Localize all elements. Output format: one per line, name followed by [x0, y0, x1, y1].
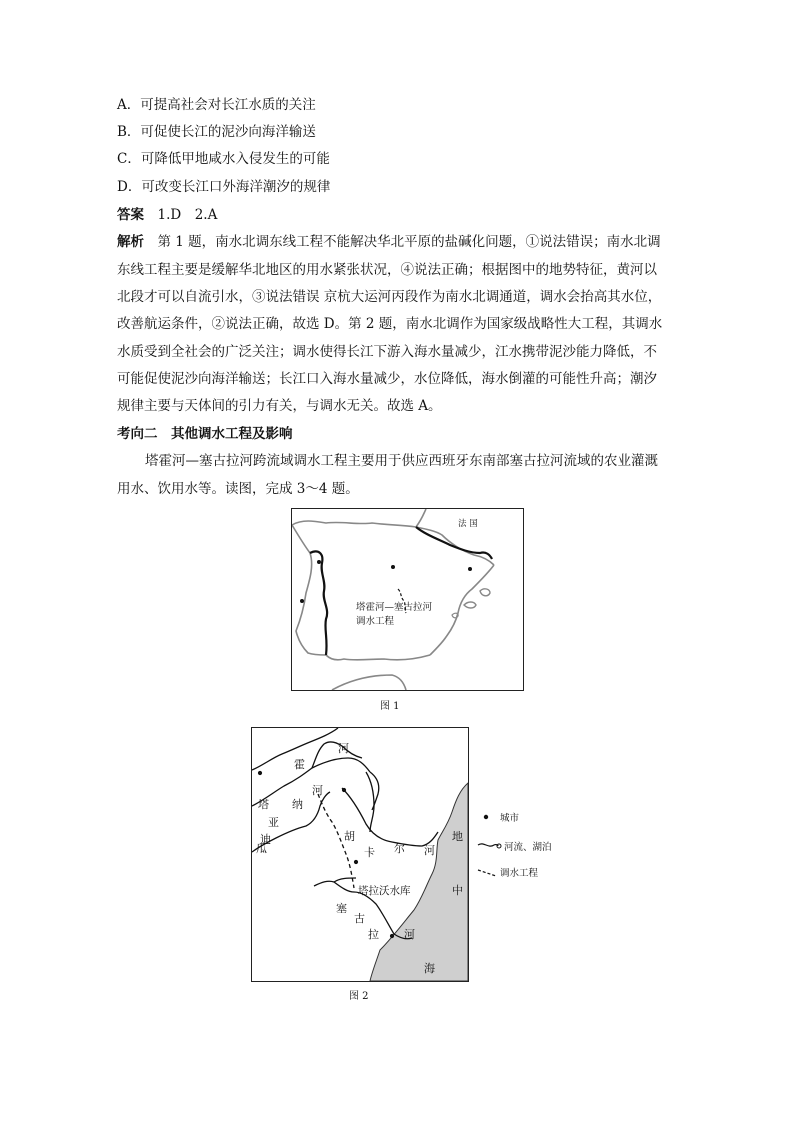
label-hai: 海: [424, 962, 435, 975]
label-ya: 亚: [268, 816, 279, 829]
figure1-map: [291, 508, 524, 691]
section-title: 其他调水工程及影响: [171, 426, 293, 442]
label-hu: 胡: [344, 830, 355, 843]
label-ka: 卡: [364, 846, 375, 859]
section-heading: [117, 425, 293, 443]
label-di: 迪: [260, 833, 271, 846]
legend-project-icon: [478, 870, 496, 876]
label-he3: 河: [424, 844, 435, 857]
city-dot: [391, 565, 395, 569]
label-reservoir: 塔拉沃水库: [358, 885, 411, 897]
label-he: 河: [338, 742, 349, 755]
legend-river-label: 河流、湖泊: [504, 842, 552, 853]
analysis-line: 水质受到全社会的广泛关注；调水使得长江下游入海水量减少，江水携带泥沙能力降低，不: [117, 344, 657, 360]
city-dot: [354, 860, 358, 864]
analysis-line: 改善航运条件，②说法正确，故选 D。第 2 题，南水北调作为国家级战略性大工程，其调水: [117, 316, 663, 332]
legend-river-icon: [478, 844, 498, 846]
city-dot: [300, 599, 304, 603]
option-b: B．可促使长江的泥沙向海洋输送: [117, 124, 316, 140]
analysis-line: 东线工程主要是缓解华北地区的用水紧张状况，④说法正确；根据图中的地势特征，黄河以: [117, 262, 657, 278]
option-c: C．可降低甲地咸水入侵发生的可能: [117, 151, 330, 167]
analysis-line: 第 1 题，南水北调东线工程不能解决华北平原的盐碱化问题，①说法错误；南水北调: [157, 234, 661, 250]
city-dot: [390, 934, 394, 938]
france-coast: [416, 509, 426, 527]
legend-project-label: 调水工程: [500, 868, 539, 879]
label-di2: 地: [452, 830, 463, 843]
figure2-caption: 图 2: [349, 991, 369, 1002]
city-dot: [342, 788, 346, 792]
label-la: 拉: [368, 928, 379, 941]
answer-text: 1.D 2.A: [157, 207, 218, 223]
analysis-label: 解析: [117, 234, 144, 250]
analysis-row-1: [117, 233, 661, 251]
label-sai: 塞: [336, 902, 347, 915]
spain-france-border: [416, 527, 492, 559]
france-label: 法 国: [458, 519, 478, 529]
intro-line-2: 用水、饮用水等。读图，完成 3～4 题。: [117, 481, 359, 497]
detail-map-svg: [252, 728, 468, 981]
label-ta: 塔: [258, 798, 269, 811]
answer-label: 答案: [117, 207, 144, 223]
city-dot: [317, 560, 321, 564]
city-dot: [258, 771, 262, 775]
project-label-1: 塔霍河—塞古拉河: [356, 602, 433, 613]
river-tajo: [252, 758, 370, 806]
section-label: 考向二: [117, 426, 158, 442]
project-label-2: 调水工程: [356, 616, 395, 627]
label-he4: 河: [404, 928, 415, 941]
balearic-island: [480, 589, 490, 596]
analysis-line: 规律主要与天体间的引力有关，与调水无关。故选 A。: [117, 398, 442, 414]
africa-coast: [332, 675, 406, 690]
city-dot: [468, 567, 472, 571]
option-d: D．可改变长江口外海洋潮汐的规律: [117, 179, 331, 195]
legend-city-label: 城市: [500, 813, 520, 824]
label-na: 纳: [292, 798, 303, 811]
label-er: 尔: [394, 842, 405, 855]
label-gu: 古: [354, 912, 365, 925]
analysis-line: 可能促使泥沙向海洋输送；长江口入海水量减少，水位降低，海水倒灌的可能性升高；潮汐: [117, 371, 657, 387]
balearic-island: [464, 602, 476, 608]
label-zhong: 中: [452, 884, 463, 897]
south-coastline: [326, 655, 430, 660]
intro-line-1: 塔霍河—塞古拉河跨流域调水工程主要用于供应西班牙东南部塞古拉河流域的农业灌溉: [145, 453, 658, 469]
label-huo: 霍: [294, 758, 305, 771]
figure2-map: [251, 727, 469, 982]
iberia-map-svg: [292, 509, 523, 690]
river-jucar: [342, 788, 438, 846]
east-coastline: [430, 565, 494, 655]
portugal-border: [310, 551, 327, 655]
legend-city-icon: [484, 815, 488, 819]
label-he2: 河: [312, 784, 323, 797]
west-coastline: [292, 525, 326, 655]
answer-row: [117, 206, 217, 224]
figure2-legend: [474, 808, 584, 884]
mediterranean-sea: [370, 783, 468, 981]
river: [366, 772, 374, 832]
label-gua: 瓜: [256, 842, 267, 855]
analysis-line: 北段才可以自流引水，③说法错误 京杭大运河丙段作为南水北调通道，调水会抬高其水位，: [117, 289, 662, 305]
option-a: A．可提高社会对长江水质的关注: [117, 97, 316, 113]
figure1-caption: 图 1: [380, 701, 400, 712]
